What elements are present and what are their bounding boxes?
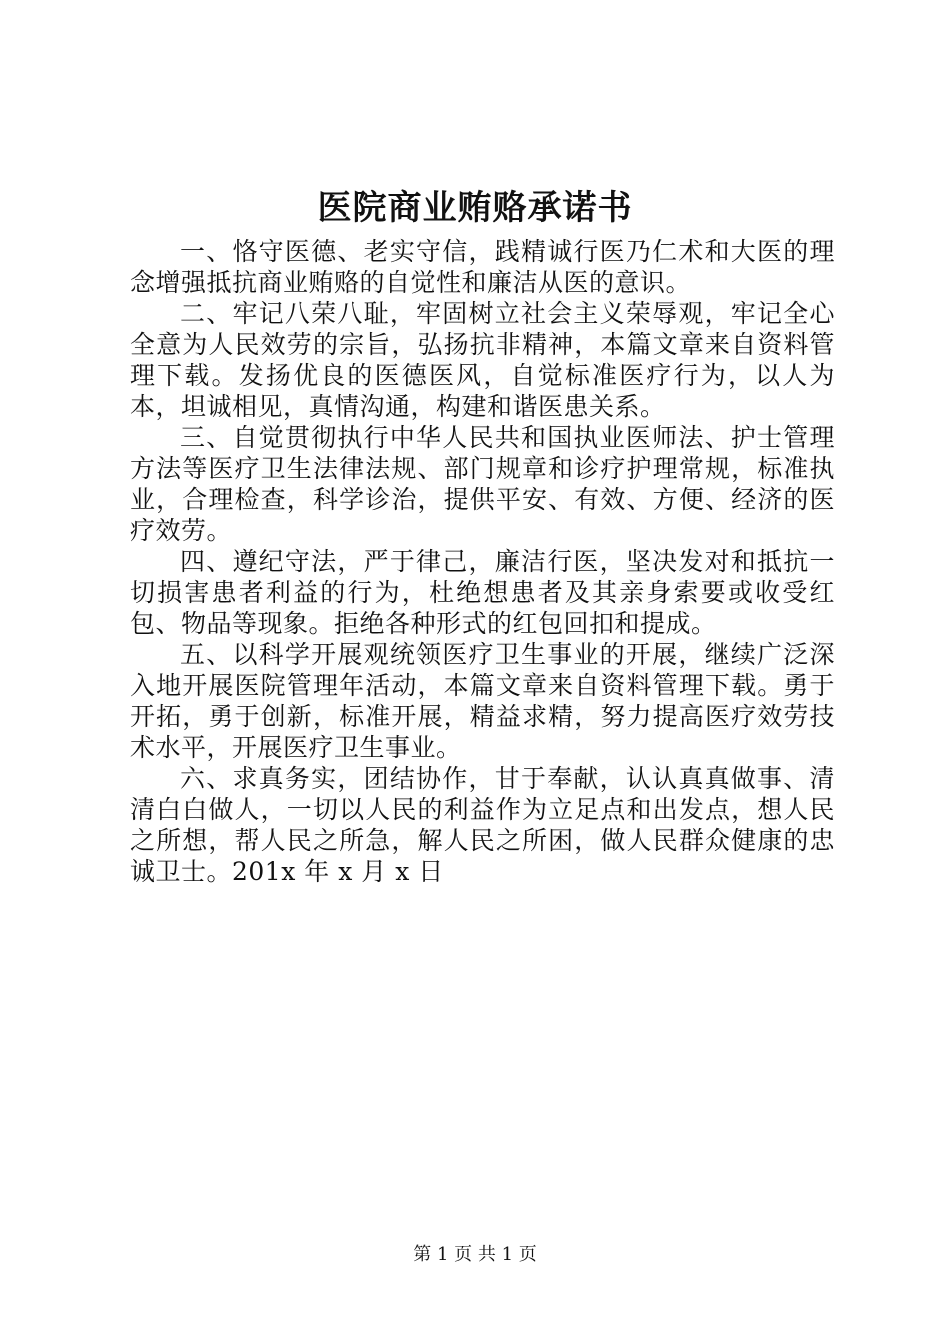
document-title: 医院商业贿赂承诺书 <box>317 188 633 228</box>
paragraph-1: 一、恪守医德、老实守信，践精诚行医乃仁术和大医的理念增强抵抗商业贿赂的自觉性和廉洁从医的意识。 <box>130 237 835 297</box>
document-body <box>130 236 835 887</box>
paragraph-6: 六、求真务实，团结协作，甘于奉献，认认真真做事、清清白白做人，一切以人民的利益作为立足点和出发点，想人民之所想，帮人民之所急，解人民之所困，做人民群众健康的忠诚卫士。201x 年 x 月 x 日 <box>130 764 835 886</box>
paragraph-4: 四、遵纪守法，严于律己，廉洁行医，坚决发对和抵抗一切损害患者利益的行为，杜绝想患者及其亲身索要或收受红包、物品等现象。拒绝各种形式的红包回扣和提成。 <box>130 547 835 638</box>
paragraph-5: 五、以科学开展观统领医疗卫生事业的开展，继续广泛深入地开展医院管理年活动，本篇文章来自资料管理下载。勇于开拓，勇于创新，标准开展，精益求精，努力提高医疗效劳技术水平，开展医疗卫生事业。 <box>130 640 835 762</box>
paragraph-2: 二、牢记八荣八耻，牢固树立社会主义荣辱观，牢记全心全意为人民效劳的宗旨，弘扬抗非精神，本篇文章来自资料管理下载。发扬优良的医德医风，自觉标准医疗行为，以人为本，坦诚相见，真情沟通，构建和谐医患关系。 <box>130 299 835 421</box>
page-footer: 第 1 页 共 1 页 <box>413 1244 537 1265</box>
paragraph-3: 三、自觉贯彻执行中华人民共和国执业医师法、护士管理方法等医疗卫生法律法规、部门规章和诊疗护理常规，标准执业，合理检查，科学诊治，提供平安、有效、方便、经济的医疗效劳。 <box>130 423 835 545</box>
